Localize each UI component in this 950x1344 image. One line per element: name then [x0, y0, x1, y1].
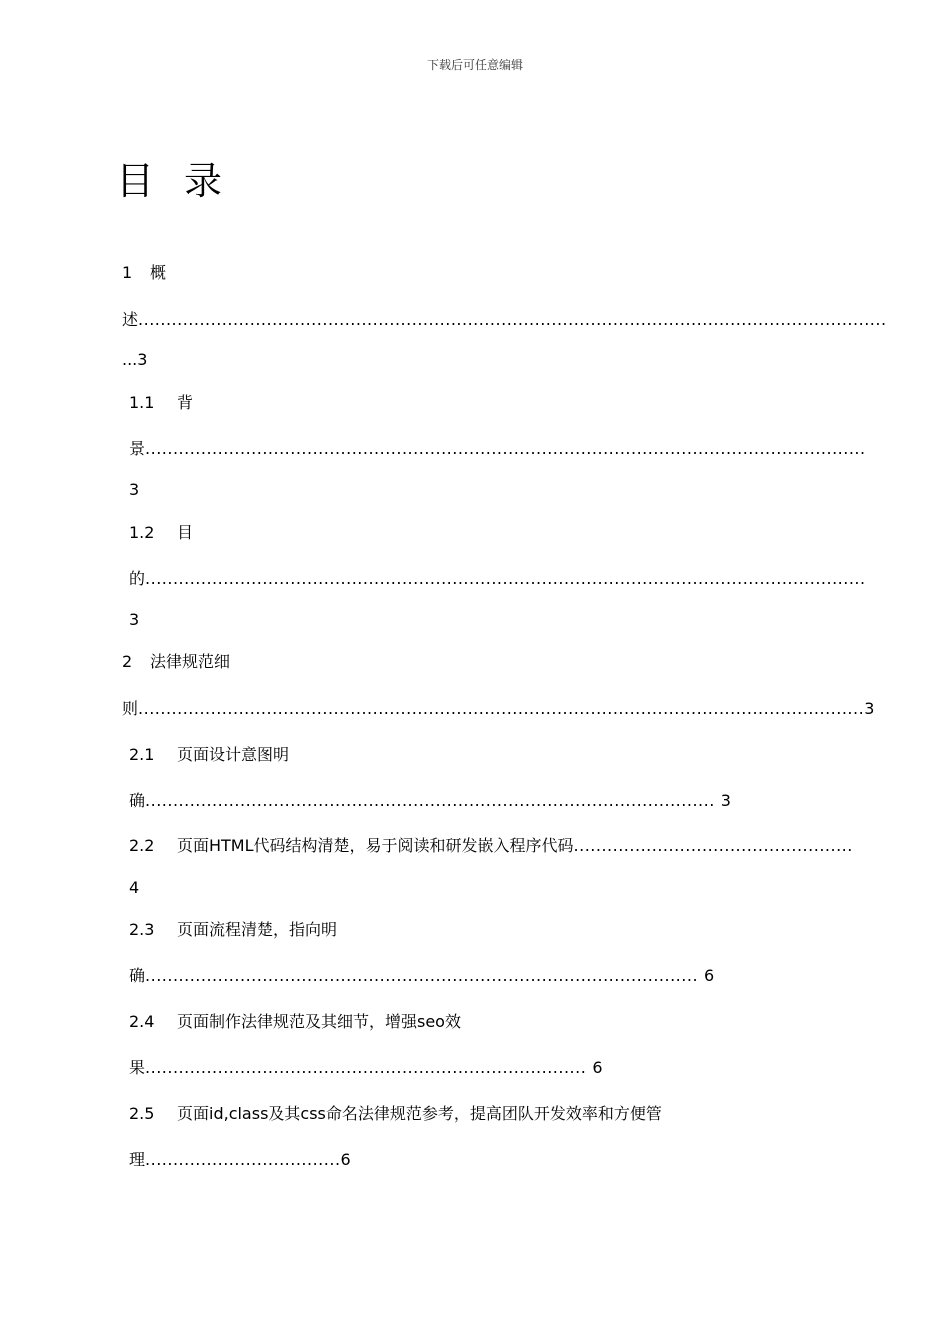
toc-entry-text: 页面id,class及其css命名法律规范参考，提高团队开发效率和方便管 — [177, 1104, 662, 1123]
toc-dot-leader: .................................................................................................................................. — [138, 699, 865, 718]
toc-entry-text: 页面制作法律规范及其细节，增强seo效 — [177, 1012, 461, 1031]
toc-entry-2-1[interactable] — [129, 745, 289, 765]
toc-page-number: 3 — [129, 480, 140, 499]
toc-entry-2-continuation — [122, 699, 874, 719]
toc-entry-text-cont: 果 — [129, 1058, 146, 1077]
toc-entry-number: 1 — [122, 263, 133, 282]
toc-entry-number: 2.3 — [129, 920, 155, 939]
toc-entry-text-cont: 确 — [129, 966, 146, 985]
toc-entry-text-cont: 确 — [129, 791, 146, 810]
toc-entry-2-2[interactable] — [129, 836, 853, 856]
toc-entry-text-cont: 的 — [129, 569, 146, 588]
toc-entry-1-continuation — [122, 310, 887, 330]
toc-entry-2-4-continuation — [129, 1058, 603, 1078]
toc-entry-text-cont: 理 — [129, 1150, 146, 1169]
toc-entry-1-1-page — [129, 480, 139, 500]
page-header-note: 下载后可任意编辑 — [426, 58, 523, 72]
toc-dot-leader: ............................................................................... — [145, 1058, 587, 1077]
toc-dot-leader: ................................................................................................... — [145, 966, 699, 985]
toc-dot-leader: ................................... — [145, 1150, 341, 1169]
toc-entry-1-1[interactable] — [129, 393, 193, 413]
toc-entry-number: 1.2 — [129, 523, 155, 542]
toc-entry-text-cont: 景 — [129, 439, 146, 458]
toc-entry-1-2[interactable] — [129, 523, 193, 543]
toc-entry-1-2-page — [129, 610, 139, 630]
toc-dot-leader: .................................................. — [573, 836, 853, 855]
toc-entry-text: 背 — [177, 393, 194, 412]
toc-entry-text-cont: 则 — [122, 699, 139, 718]
toc-entry-2-3-continuation — [129, 966, 714, 986]
document-title: 目录 — [116, 159, 253, 203]
toc-page-number: 6 — [592, 1058, 603, 1077]
toc-entry-number: 2 — [122, 652, 133, 671]
toc-entry-number: 2.2 — [129, 836, 155, 855]
toc-entry-1[interactable] — [122, 263, 166, 283]
toc-dot-leader: ................................................................................................................................. — [145, 439, 866, 458]
toc-entry-2-5[interactable] — [129, 1104, 662, 1124]
toc-entry-1-1-continuation — [129, 439, 866, 459]
toc-entry-text-cont: 述 — [122, 310, 139, 329]
toc-entry-number: 2.5 — [129, 1104, 155, 1123]
toc-dot-leader: ...................................................................................................... — [145, 791, 715, 810]
toc-entry-2-2-page — [129, 878, 139, 898]
toc-entry-text: 概 — [150, 263, 167, 282]
toc-page-number: 4 — [129, 878, 140, 897]
toc-entry-number: 2.4 — [129, 1012, 155, 1031]
toc-entry-number: 2.1 — [129, 745, 155, 764]
toc-entry-2[interactable] — [122, 652, 230, 672]
toc-entry-2-1-continuation — [129, 791, 731, 811]
toc-page-number: 3 — [720, 791, 731, 810]
toc-dot-leader: ...................................................................................................................................... — [138, 310, 887, 329]
toc-entry-text: 页面HTML代码结构清楚，易于阅读和研发嵌入程序代码 — [177, 836, 574, 855]
toc-entry-text: 目 — [177, 523, 194, 542]
toc-entry-number: 1.1 — [129, 393, 155, 412]
toc-page-number: 3 — [864, 699, 875, 718]
toc-page-number: 6 — [704, 966, 715, 985]
toc-entry-1-page — [122, 350, 147, 370]
toc-entry-2-5-continuation — [129, 1150, 351, 1170]
toc-entry-text: 页面设计意图明 — [177, 745, 290, 764]
toc-entry-text: 页面流程清楚，指向明 — [177, 920, 338, 939]
toc-page-number: 3 — [129, 610, 140, 629]
toc-entry-2-3[interactable] — [129, 920, 337, 940]
toc-page-number: 6 — [340, 1150, 351, 1169]
toc-entry-2-4[interactable] — [129, 1012, 461, 1032]
toc-page-number: ...3 — [122, 350, 148, 369]
toc-entry-text: 法律规范细 — [150, 652, 231, 671]
toc-entry-1-2-continuation — [129, 569, 866, 589]
toc-dot-leader: ................................................................................................................................. — [145, 569, 866, 588]
